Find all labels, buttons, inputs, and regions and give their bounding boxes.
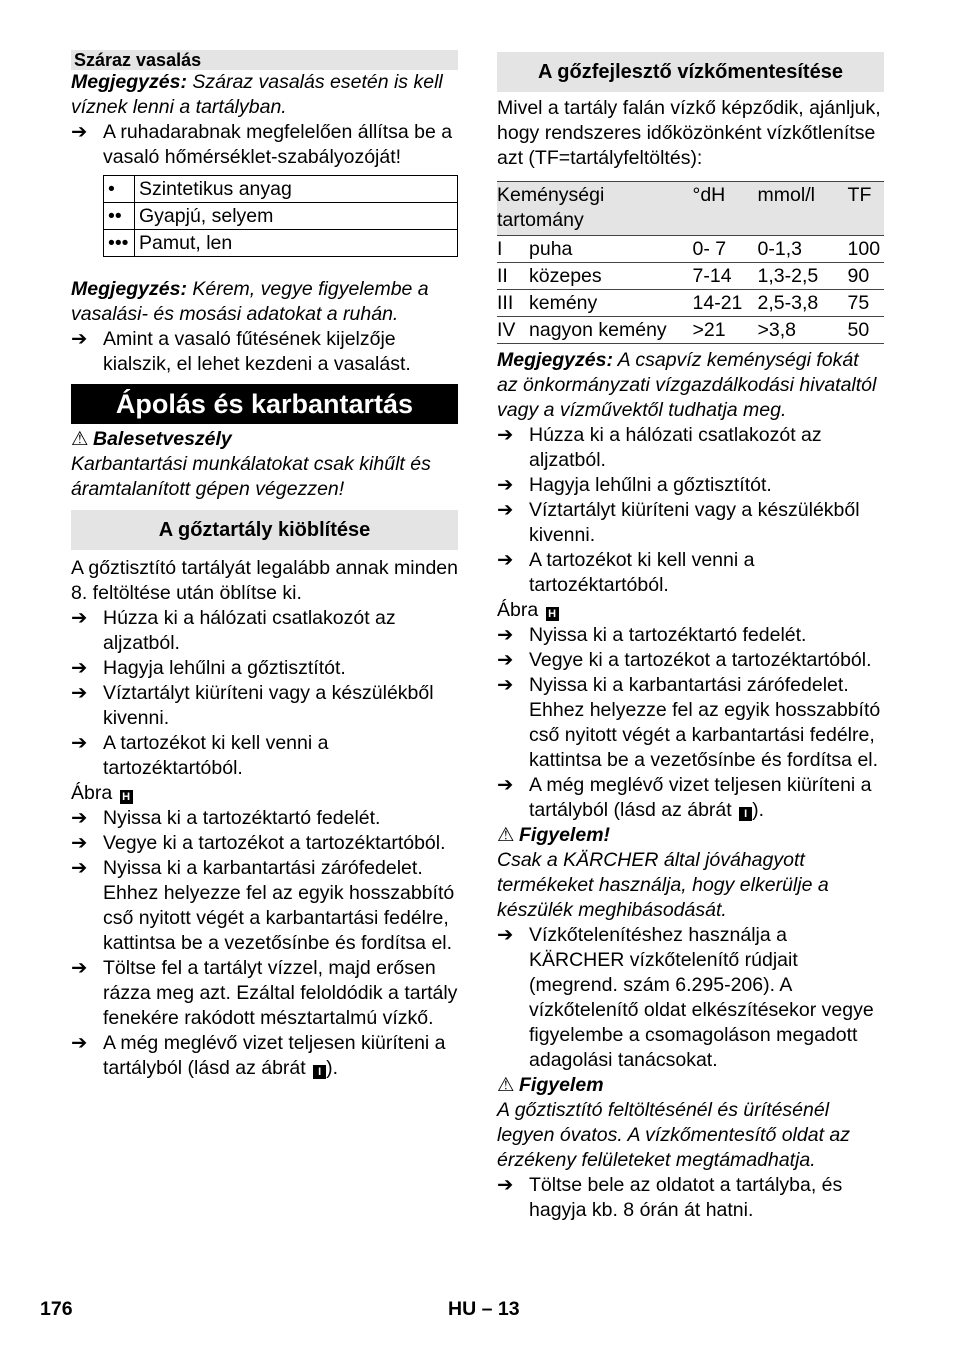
arrow-icon: ➔ [71, 807, 88, 829]
list-item: ➔ Hagyja lehűlni a gőztisztítót. [71, 657, 346, 679]
list-item: ➔ A tartozékot ki kell venni a tartozéktartóból. [497, 549, 755, 596]
list-item: ➔ Víztartályt kiüríteni vagy a készülékből kivenni. [71, 682, 434, 729]
list-item: ➔ Nyissa ki a karbantartási zárófedelet. Ehhez helyezze fel az egyik hosszabbító cső nyitott végét a karbantartási fedélre, kattintsa be a vezetősínbe és fordítsa el. [71, 857, 455, 954]
danger-title: ⚠ Balesetveszély [71, 428, 232, 450]
table-row: IV nagyon kemény >21 >3,8 50 [497, 317, 884, 344]
arrow-icon: ➔ [497, 424, 514, 446]
list-item: ➔ Víztartályt kiüríteni vagy a készülékből kivenni. [497, 499, 860, 546]
step-set-temperature: ➔ A ruhadarabnak megfelelően állítsa be a vasaló hőmérséklet-szabályozóját! [71, 121, 453, 168]
arrow-icon: ➔ [497, 649, 514, 671]
arrow-icon: ➔ [71, 682, 88, 704]
list-item: ➔ Húzza ki a hálózati csatlakozót az aljzatból. [71, 607, 396, 654]
list-item: ➔ Húzza ki a hálózati csatlakozót az aljzatból. [497, 424, 822, 471]
fabric-symbol: •• [104, 203, 135, 230]
list-item: ➔ Vízkőtelenítéshez használja a KÄRCHER vízkőtelenítő rúdjait (megrend. szám 6.295-206). A vízkőtelenítő oldat elkészítésekor vegye figyelembe a csomagoláson megadott adagolási tanácsokat. [497, 924, 874, 1071]
fabric-symbol: • [104, 176, 135, 203]
attention-title: ⚠ Figyelem! [497, 824, 611, 846]
list-item: ➔ Hagyja lehűlni a gőztisztítót. [497, 474, 772, 496]
list-item: ➔ Vegye ki a tartozékot a tartozéktartóból. [71, 832, 446, 854]
arrow-icon: ➔ [497, 774, 514, 796]
page-code: HU – 13 [448, 1298, 520, 1320]
attention-title: ⚠ Figyelem [497, 1074, 604, 1096]
rinse-intro: A gőztisztító tartályát legalább annak minden 8. feltöltése után öblítse ki. [71, 557, 458, 604]
list-item: ➔ Vegye ki a tartozékot a tartozéktartóból. [497, 649, 872, 671]
col-tf: TF [848, 182, 884, 236]
table-row: III kemény 14-21 2,5-3,8 75 [497, 290, 884, 317]
figure-letter-badge: H [546, 607, 559, 621]
list-item: ➔ Töltse bele az oldatot a tartályba, és hagyja kb. 8 órán át hatni. [497, 1174, 843, 1221]
table-header-row [497, 182, 884, 236]
list-item: ➔ Töltse fel a tartályt vízzel, majd erősen rázza meg azt. Ezáltal feloldódik a tartály fenekére rakódott mésztartalmú vízkő. [71, 957, 458, 1029]
table-row: II közepes 7-14 1,3-2,5 90 [497, 263, 884, 290]
dry-ironing-heading: Száraz vasalás [71, 50, 458, 70]
rinse-tank-heading: A gőztartály kiöblítése [71, 510, 458, 550]
hardness-table [497, 181, 884, 344]
attention-text: Csak a KÄRCHER által jóváhagyott termékeket használja, hogy elkerülje a készülék meghibásodását. [497, 849, 829, 921]
arrow-icon: ➔ [71, 1032, 88, 1054]
maintenance-heading: Ápolás és karbantartás [71, 384, 458, 424]
attention-text: A gőztisztító feltöltésénél és ürítésénél legyen óvatos. A vízkőmentesítő oldat az érzékeny felületeket megtámadhatja. [497, 1099, 850, 1171]
descaling-intro: Mivel a tartály falán vízkő képződik, ajánljuk, hogy rendszeres időközönként vízkőtlenítse azt (TF=tartályfeltöltés): [497, 97, 881, 169]
figure-reference: Ábra H [497, 598, 884, 623]
arrow-icon: ➔ [71, 732, 88, 754]
right-column [497, 52, 884, 1223]
arrow-icon: ➔ [497, 924, 514, 946]
list-item: ➔ A tartozékot ki kell venni a tartozéktartóból. [71, 732, 329, 779]
list-item: ➔ Nyissa ki a karbantartási zárófedelet. Ehhez helyezze fel az egyik hosszabbító cső nyitott végét a karbantartási fedélre, kattintsa be a vezetősínbe és fordítsa el. [497, 674, 881, 771]
list-item: ➔ A még meglévő vizet teljesen kiüríteni a tartályból (lásd az ábrát I ). [71, 1032, 446, 1079]
arrow-icon: ➔ [71, 607, 88, 629]
warning-triangle-icon: ⚠ [497, 1074, 515, 1096]
danger-text: Karbantartási munkálatokat csak kihűlt és áramtalanított gépen végezzen! [71, 453, 431, 500]
left-column [71, 50, 458, 1081]
table-row [104, 203, 458, 230]
arrow-icon: ➔ [71, 832, 88, 854]
table-row [104, 230, 458, 257]
arrow-icon: ➔ [497, 674, 514, 696]
fabric-label: Gyapjú, selyem [135, 203, 458, 230]
warning-triangle-icon: ⚠ [71, 428, 89, 450]
figure-letter-badge: H [120, 790, 133, 804]
fabric-label: Pamut, len [135, 230, 458, 257]
note-dry-ironing: Megjegyzés: Száraz vasalás esetén is kell víznek lenni a tartályban. [71, 71, 443, 118]
arrow-icon: ➔ [71, 121, 88, 143]
arrow-icon: ➔ [497, 624, 514, 646]
arrow-icon: ➔ [497, 1174, 514, 1196]
col-mmol: mmol/l [758, 182, 848, 236]
note-laundry-data: Megjegyzés: Kérem, vegye figyelembe a vasalási- és mosási adatokat a ruhán. [71, 278, 429, 325]
list-item: ➔ Nyissa ki a tartozéktartó fedelét. [497, 624, 807, 646]
arrow-icon: ➔ [71, 957, 88, 979]
arrow-icon: ➔ [71, 657, 88, 679]
fabric-table [103, 175, 458, 257]
figure-reference: Ábra H [71, 781, 458, 806]
warning-triangle-icon: ⚠ [497, 824, 515, 846]
descaling-heading: A gőzfejlesztő vízkőmentesítése [497, 52, 884, 92]
arrow-icon: ➔ [497, 499, 514, 521]
figure-letter-badge: I [739, 807, 752, 821]
arrow-icon: ➔ [497, 549, 514, 571]
page-number: 176 [40, 1298, 73, 1320]
fabric-symbol: ••• [104, 230, 135, 257]
arrow-icon: ➔ [497, 474, 514, 496]
col-hardness-range: Keménységi tartomány [497, 182, 693, 236]
list-item: ➔ A még meglévő vizet teljesen kiüríteni a tartályból (lásd az ábrát I ). [497, 774, 872, 821]
list-item: ➔ Nyissa ki a tartozéktartó fedelét. [71, 807, 381, 829]
table-row [104, 176, 458, 203]
note-water-hardness: Megjegyzés: A csapvíz keménységi fokát az önkormányzati vízgazdálkodási hivataltól vagy a vízművektől tudhatja meg. [497, 349, 877, 421]
arrow-icon: ➔ [71, 328, 88, 350]
table-row: I puha 0- 7 0-1,3 100 [497, 236, 884, 263]
col-dh: °dH [693, 182, 758, 236]
figure-letter-badge: I [313, 1065, 326, 1079]
fabric-label: Szintetikus anyag [135, 176, 458, 203]
step-heating-indicator: ➔ Amint a vasaló fűtésének kijelzője kialszik, el lehet kezdeni a vasalást. [71, 328, 411, 375]
arrow-icon: ➔ [71, 857, 88, 879]
